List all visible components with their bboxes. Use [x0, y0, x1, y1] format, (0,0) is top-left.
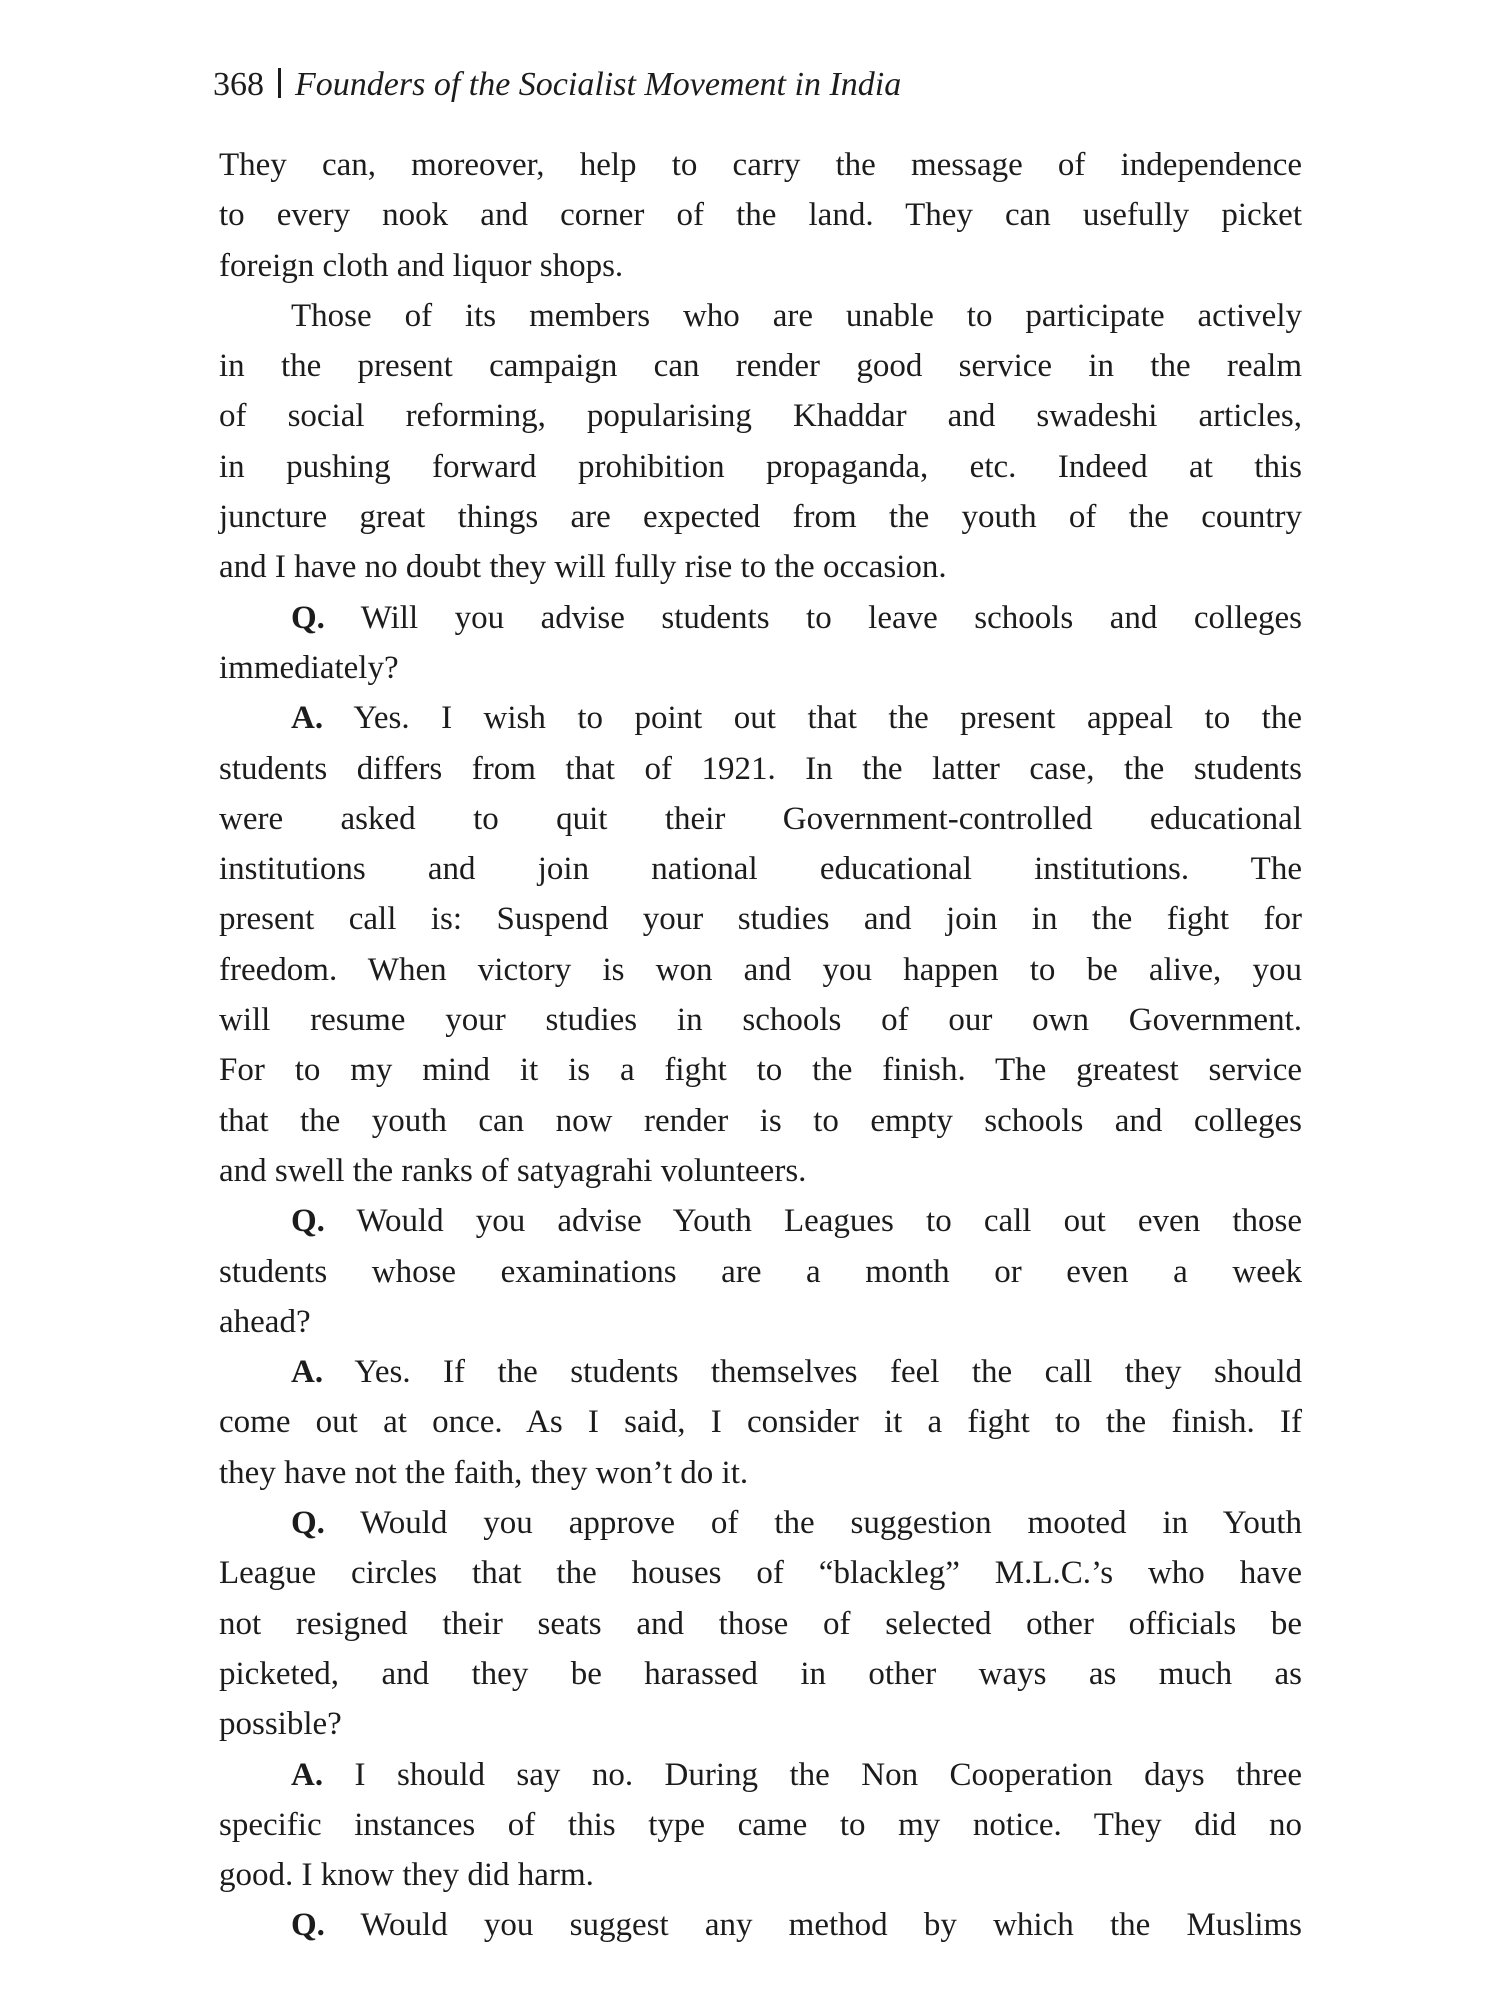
question-paragraph: [219, 1498, 1302, 1749]
book-title: Founders of the Socialist Movement in India: [295, 66, 902, 103]
line-text: students whose examinations are a month or even a week: [219, 1253, 1302, 1290]
line-text: I should say no. During the Non Cooperation days three: [323, 1756, 1302, 1793]
text-line: [219, 1699, 1302, 1749]
paragraph: [219, 140, 1302, 291]
line-text: institutions and join national educational institutions. The: [219, 851, 1302, 888]
line-text: juncture great things are expected from the youth of the country: [219, 499, 1302, 536]
text-line: [219, 1347, 1302, 1397]
line-text: come out at once. As I said, I consider it a fight to the finish. If: [219, 1404, 1302, 1441]
answer-paragraph: [219, 693, 1302, 1196]
text-line: [219, 1045, 1302, 1095]
line-text: that the youth can now render is to empty schools and colleges: [219, 1102, 1302, 1139]
line-text: students differs from that of 1921. In the latter case, the students: [219, 750, 1302, 787]
text-line: [219, 341, 1302, 391]
line-text: picketed, and they be harassed in other ways as much as: [219, 1655, 1302, 1692]
line-text: League circles that the houses of “blackleg” M.L.C.’s who have: [219, 1555, 1302, 1592]
text-line: [219, 1750, 1302, 1800]
text-line: [219, 1297, 1302, 1347]
text-line: [219, 744, 1302, 794]
qa-label: A.: [291, 700, 324, 737]
text-line: [219, 1146, 1302, 1196]
text-line: [219, 945, 1302, 995]
text-line: [219, 1548, 1302, 1598]
page-number: 368: [213, 66, 264, 103]
text-line: [219, 894, 1302, 944]
text-line: [219, 995, 1302, 1045]
answer-paragraph: [219, 1750, 1302, 1901]
text-line: [219, 391, 1302, 441]
line-text: They can, moreover, help to carry the message of independence: [219, 147, 1302, 183]
line-text: Yes. If the students themselves feel the call they should: [323, 1354, 1302, 1391]
text-line: [219, 1850, 1302, 1900]
text-line: [219, 693, 1302, 743]
text-line: [219, 1649, 1302, 1699]
line-text: in pushing forward prohibition propaganda, etc. Indeed at this: [219, 448, 1302, 485]
text-line: [219, 1599, 1302, 1649]
answer-paragraph: [219, 1347, 1302, 1498]
question-paragraph: [219, 1900, 1302, 1950]
line-text: immediately?: [219, 649, 399, 686]
text-line: [219, 593, 1302, 643]
qa-label: Q.: [291, 599, 325, 636]
line-text: ahead?: [219, 1303, 311, 1340]
line-text: of social reforming, popularising Khaddar and swadeshi articles,: [219, 398, 1302, 435]
line-text: possible?: [219, 1706, 342, 1743]
qa-label: Q.: [291, 1505, 325, 1542]
line-text: were asked to quit their Government-controlled educational: [219, 800, 1302, 837]
line-text: Would you advise Youth Leagues to call out even those: [324, 1203, 1302, 1240]
line-text: good. I know they did harm.: [219, 1857, 594, 1894]
line-text: not resigned their seats and those of selected other officials be: [219, 1605, 1302, 1642]
text-line: [219, 442, 1302, 492]
question-paragraph: [219, 593, 1302, 694]
line-text: foreign cloth and liquor shops.: [219, 247, 624, 284]
text-line: [219, 291, 1302, 341]
line-text: freedom. When victory is won and you happen to be alive, you: [219, 951, 1302, 988]
text-line: [219, 1448, 1302, 1498]
line-text: Would you approve of the suggestion mooted in Youth: [324, 1505, 1302, 1542]
text-line: [219, 241, 1302, 291]
text-line: [219, 492, 1302, 542]
paragraph: [219, 291, 1302, 593]
header-divider: [278, 68, 281, 98]
line-text: Those of its members who are unable to participate actively: [291, 297, 1302, 334]
line-text: present call is: Suspend your studies and join in the fight for: [219, 901, 1302, 938]
text-line: [219, 542, 1302, 592]
line-text: to every nook and corner of the land. They can usefully picket: [219, 197, 1302, 234]
line-text: specific instances of this type came to my notice. They did no: [219, 1806, 1302, 1843]
text-line: [219, 1900, 1302, 1950]
line-text: they have not the faith, they won’t do it.: [219, 1454, 749, 1491]
line-text: will resume your studies in schools of our own Government.: [219, 1002, 1302, 1039]
line-text: Will you advise students to leave schools and colleges: [324, 599, 1302, 636]
text-line: [219, 794, 1302, 844]
text-line: [219, 140, 1302, 190]
line-text: and I have no doubt they will fully rise to the occasion.: [219, 549, 947, 586]
page-body-text: [219, 140, 1302, 1951]
qa-label: A.: [291, 1354, 324, 1391]
line-text: Would you suggest any method by which the Muslims: [324, 1907, 1302, 1944]
text-line: [219, 1397, 1302, 1447]
running-header: [213, 66, 901, 104]
line-text: in the present campaign can render good service in the realm: [219, 348, 1302, 385]
text-line: [219, 1096, 1302, 1146]
text-line: [219, 844, 1302, 894]
text-line: [219, 1196, 1302, 1246]
qa-label: Q.: [291, 1907, 325, 1944]
line-text: Yes. I wish to point out that the present appeal to the: [323, 700, 1302, 737]
line-text: For to my mind it is a fight to the finish. The greatest service: [219, 1052, 1302, 1089]
text-line: [219, 643, 1302, 693]
question-paragraph: [219, 1196, 1302, 1347]
text-line: [219, 1800, 1302, 1850]
text-line: [219, 1498, 1302, 1548]
line-text: and swell the ranks of satyagrahi volunteers.: [219, 1152, 807, 1189]
text-line: [219, 1247, 1302, 1297]
qa-label: Q.: [291, 1203, 325, 1240]
text-line: [219, 190, 1302, 240]
qa-label: A.: [291, 1756, 324, 1793]
